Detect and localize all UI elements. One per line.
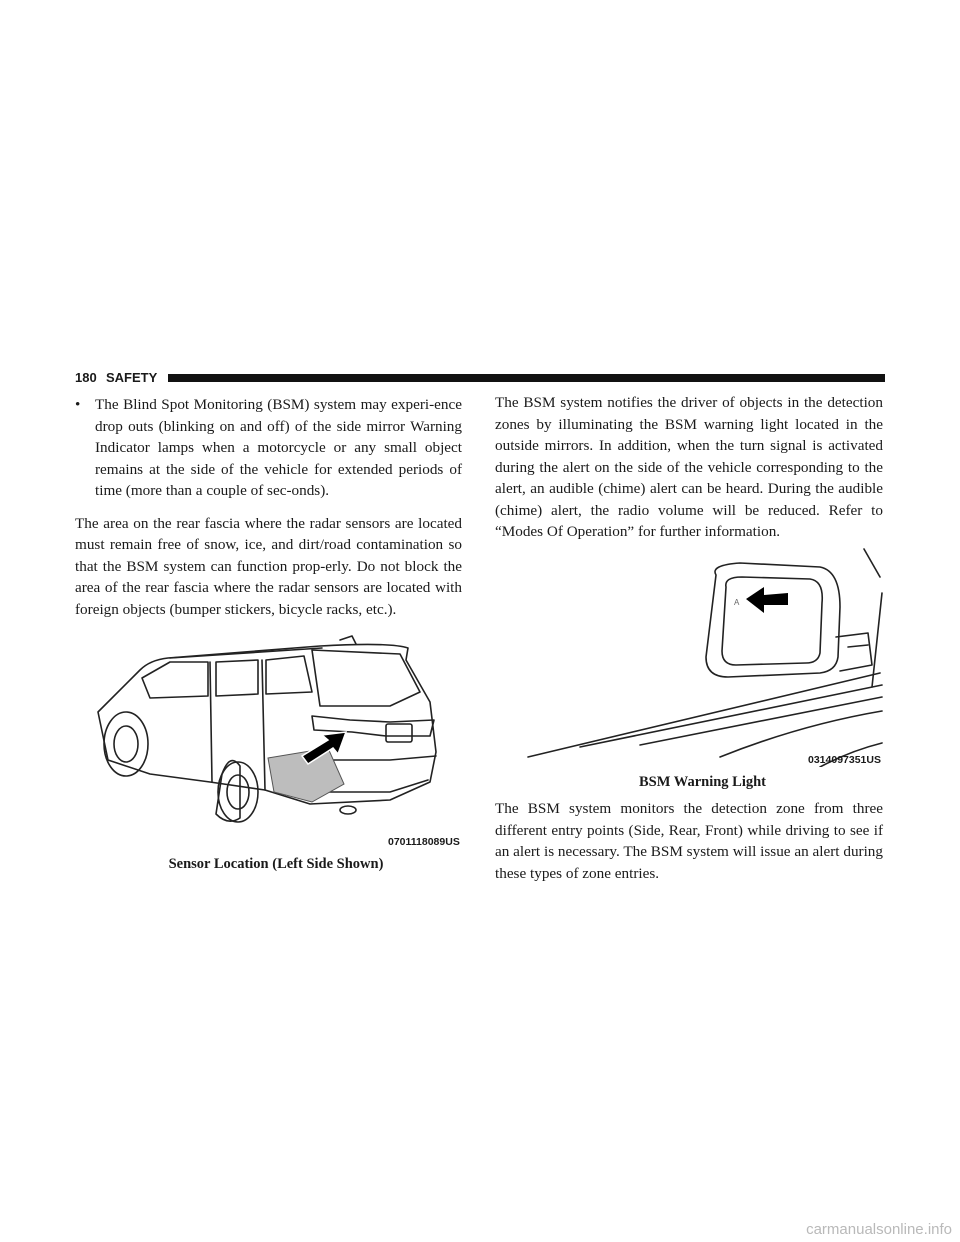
bullet-text: The Blind Spot Monitoring (BSM) system may experi-ence drop outs (blinking on and off) of the side mirror Warning Indicator lamps when a motorcycle or any small object remains at the side of the vehicle for extended periods of time (more than a couple of sec-onds). [95, 396, 462, 499]
header-rule [168, 374, 885, 382]
svg-text:A: A [734, 598, 740, 607]
figure-caption: Sensor Location (Left Side Shown) [168, 856, 384, 872]
monitor-paragraph: The BSM system monitors the detection zone from three different entry points (Side, Rear, Front) while driving to see if an alert is necessary. The BSM system will issue an alert during these types of zone entries. [495, 800, 883, 882]
page-header [75, 370, 885, 386]
mirror-illustration [520, 547, 885, 767]
bullet-item [75, 394, 462, 502]
vehicle-illustration [90, 632, 462, 828]
figure-code: 0314097351US [808, 754, 881, 766]
section-title: SAFETY [106, 370, 158, 385]
notify-paragraph: The BSM system notifies the driver of objects in the detection zones by illuminating the BSM warning light located in the outside mirrors. In addition, when the turn signal is activated during the alert on the side of the vehicle corresponding to the alert, an audible (chime) alert can be heard. During the audible (chime) alert, the radio volume will be reduced. Refer to “Modes Of Operation” for further information. [495, 394, 883, 540]
watermark: carmanualsonline.info [806, 1221, 952, 1238]
figure-code: 0701118089US [388, 836, 460, 848]
bullet-mark: • [75, 396, 81, 413]
page-number: 180 [75, 370, 97, 385]
left-column [75, 394, 462, 631]
figure-caption: BSM Warning Light [638, 774, 767, 790]
right-column-lower [495, 798, 883, 895]
sensor-paragraph: The area on the rear fascia where the radar sensors are located must remain free of snow, ice, and dirt/road contamination so that the BSM system can function prop-erly. Do not block the area of the rear fascia where the radar sensors are located with foreign objects (bumper stickers, bicycle racks, etc.). [75, 514, 462, 618]
right-column [495, 392, 883, 554]
sensor-location-figure [90, 632, 462, 828]
warning-light-figure [520, 547, 885, 767]
